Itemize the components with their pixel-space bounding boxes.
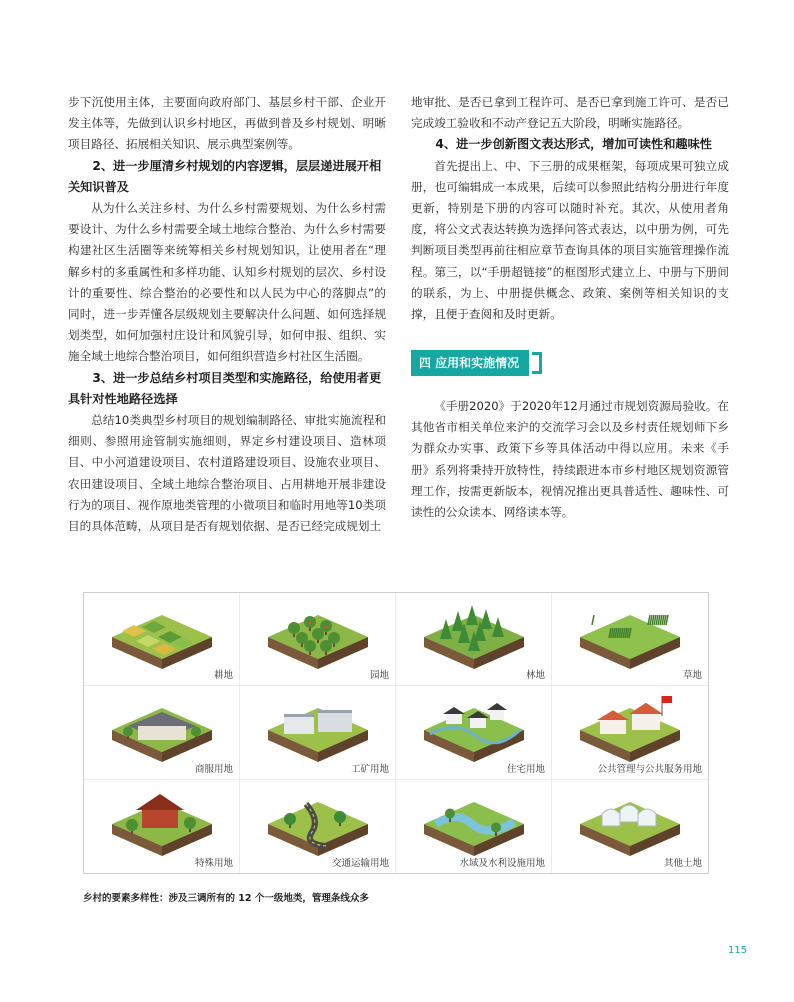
tile-label: 园地 bbox=[369, 670, 389, 682]
grass-illustration-icon bbox=[572, 597, 688, 677]
public-illustration-icon bbox=[572, 690, 688, 770]
tile-label: 其他土地 bbox=[663, 858, 702, 869]
commercial-illustration-icon bbox=[104, 690, 220, 770]
forest-illustration-icon bbox=[416, 597, 532, 677]
water-illustration-icon bbox=[416, 784, 532, 864]
land-type-tile bbox=[552, 686, 708, 779]
tile-label: 住宅用地 bbox=[506, 763, 545, 775]
section-title: 四 应用和实施情况 bbox=[411, 350, 529, 376]
tile-label: 水域及水利设施用地 bbox=[459, 858, 545, 869]
tile-grid bbox=[84, 593, 708, 873]
paragraph: 总结10类典型乡村项目的规划编制路径、审批实施流程和细则、参照用途管制实施细则，界定乡村建设项目、造林项目、中小河道建设项目、农村道路建设项目、设施农业项目、农田建设项目、全域土地综合整治项目、占用耕地开展非建设行为的项目、视作原地类管理的小微项目和临时用地等10类项目的具体范畴，从项目是否有规划依据、是否已经完成规划土 bbox=[68, 413, 386, 534]
land-type-tile bbox=[396, 593, 552, 686]
section-body bbox=[411, 396, 729, 523]
tile-label: 特殊用地 bbox=[194, 858, 233, 869]
tile-label: 草地 bbox=[682, 670, 702, 682]
land-type-tile bbox=[396, 780, 552, 873]
tile-label: 公共管理与公共服务用地 bbox=[597, 763, 702, 775]
paragraph: 步下沉使用主体，主要面向政府部门、基层乡村干部、企业开发主体等，先做到认识乡村地区，再做到普及乡村规划、明晰项目路径、拓展相关知识、展示典型案例等。 bbox=[68, 95, 386, 152]
paragraph: 《手册2020》于2020年12月通过市规划资源局验收。在其他省市相关单位来沪的交流学习会以及乡村责任规划师下乡为群众办实事、政策下乡等具体活动中得以应用。未来《手册》系列将秉持开放特性，持续跟进本市乡村地区规划资源管理工作，按需更新版本，视情况推出更具普适性、趣味性、可读性的公众读本、网络读本等。 bbox=[411, 399, 729, 520]
farm-illustration-icon bbox=[104, 597, 220, 677]
section-heading bbox=[411, 350, 557, 376]
land-type-tile bbox=[84, 593, 240, 686]
land-type-tile bbox=[552, 593, 708, 686]
paragraph: 首先提出上、中、下三册的成果框架，每项成果可独立成册，也可编辑成一本成果，后续可以参照此结构分册进行年度更新，特别是下册的内容可以随时补充。其次，从使用者角度，将公文式表达转换为选择问答式表达，以中册为例，可先判断项目类型再前往相应章节查询具体的项目实施管理操作流程。第三，以“手册超链接”的框图形式建立上、中册与下册间的联系，为上、中册提供概念、政策、案例等相关知识的支撑，且便于查阅和及时更新。 bbox=[411, 158, 729, 322]
tile-label: 商服用地 bbox=[194, 763, 233, 775]
subheading: 3、进一步总结乡村项目类型和实施路径，给使用者更具针对性地路径选择 bbox=[68, 370, 382, 406]
paragraph: 地审批、是否已拿到工程许可、是否已拿到施工许可、是否已完成竣工验收和不动产登记五大阶段，明晰实施路径。 bbox=[411, 95, 729, 131]
orchard-illustration-icon bbox=[260, 597, 376, 677]
subheading: 2、进一步厘清乡村规划的内容逻辑，层层递进展开相关知识普及 bbox=[68, 158, 382, 194]
right-column bbox=[411, 92, 729, 325]
tile-label: 工矿用地 bbox=[350, 763, 389, 775]
section-heading-decoration bbox=[532, 352, 542, 374]
other-illustration-icon bbox=[572, 784, 688, 864]
land-type-tile bbox=[240, 780, 396, 873]
road-illustration-icon bbox=[260, 784, 376, 864]
figure-caption: 乡村的要素多样性：涉及三调所有的 12 个一级地类，管理条线众多 bbox=[83, 893, 369, 904]
paragraph: 从为什么关注乡村、为什么乡村需要规划、为什么乡村需要设计、为什么乡村需要全域土地综合整治、为什么乡村需要构建社区生活圈等来统筹相关乡村规划知识，让使用者在“理解乡村的多重属性和多样功能、认知乡村规划的层次、乡村设计的重要性、综合整治的必要性和以人民为中心的落脚点”的同时，进一步弄懂各层级规划主要解决什么问题、如何选择规划类型，如何加强村庄设计和风貌引导，如何申报、组织、实施全域土地综合整治项目，如何组织营造乡村社区生活圈。 bbox=[68, 201, 386, 364]
tile-label: 耕地 bbox=[213, 670, 233, 682]
page-number: 115 bbox=[728, 945, 748, 956]
special-illustration-icon bbox=[104, 784, 220, 864]
land-type-tile bbox=[552, 780, 708, 873]
tile-label: 交通运输用地 bbox=[331, 858, 389, 869]
industrial-illustration-icon bbox=[260, 690, 376, 770]
subheading: 4、进一步创新图文表达形式，增加可读性和趣味性 bbox=[435, 137, 712, 152]
land-types-figure bbox=[83, 592, 709, 874]
residential-illustration-icon bbox=[416, 690, 532, 770]
land-type-tile bbox=[240, 593, 396, 686]
land-type-tile bbox=[84, 686, 240, 779]
land-type-tile bbox=[396, 686, 552, 779]
tile-label: 林地 bbox=[525, 670, 545, 682]
land-type-tile bbox=[240, 686, 396, 779]
left-column bbox=[68, 92, 386, 537]
land-type-tile bbox=[84, 780, 240, 873]
